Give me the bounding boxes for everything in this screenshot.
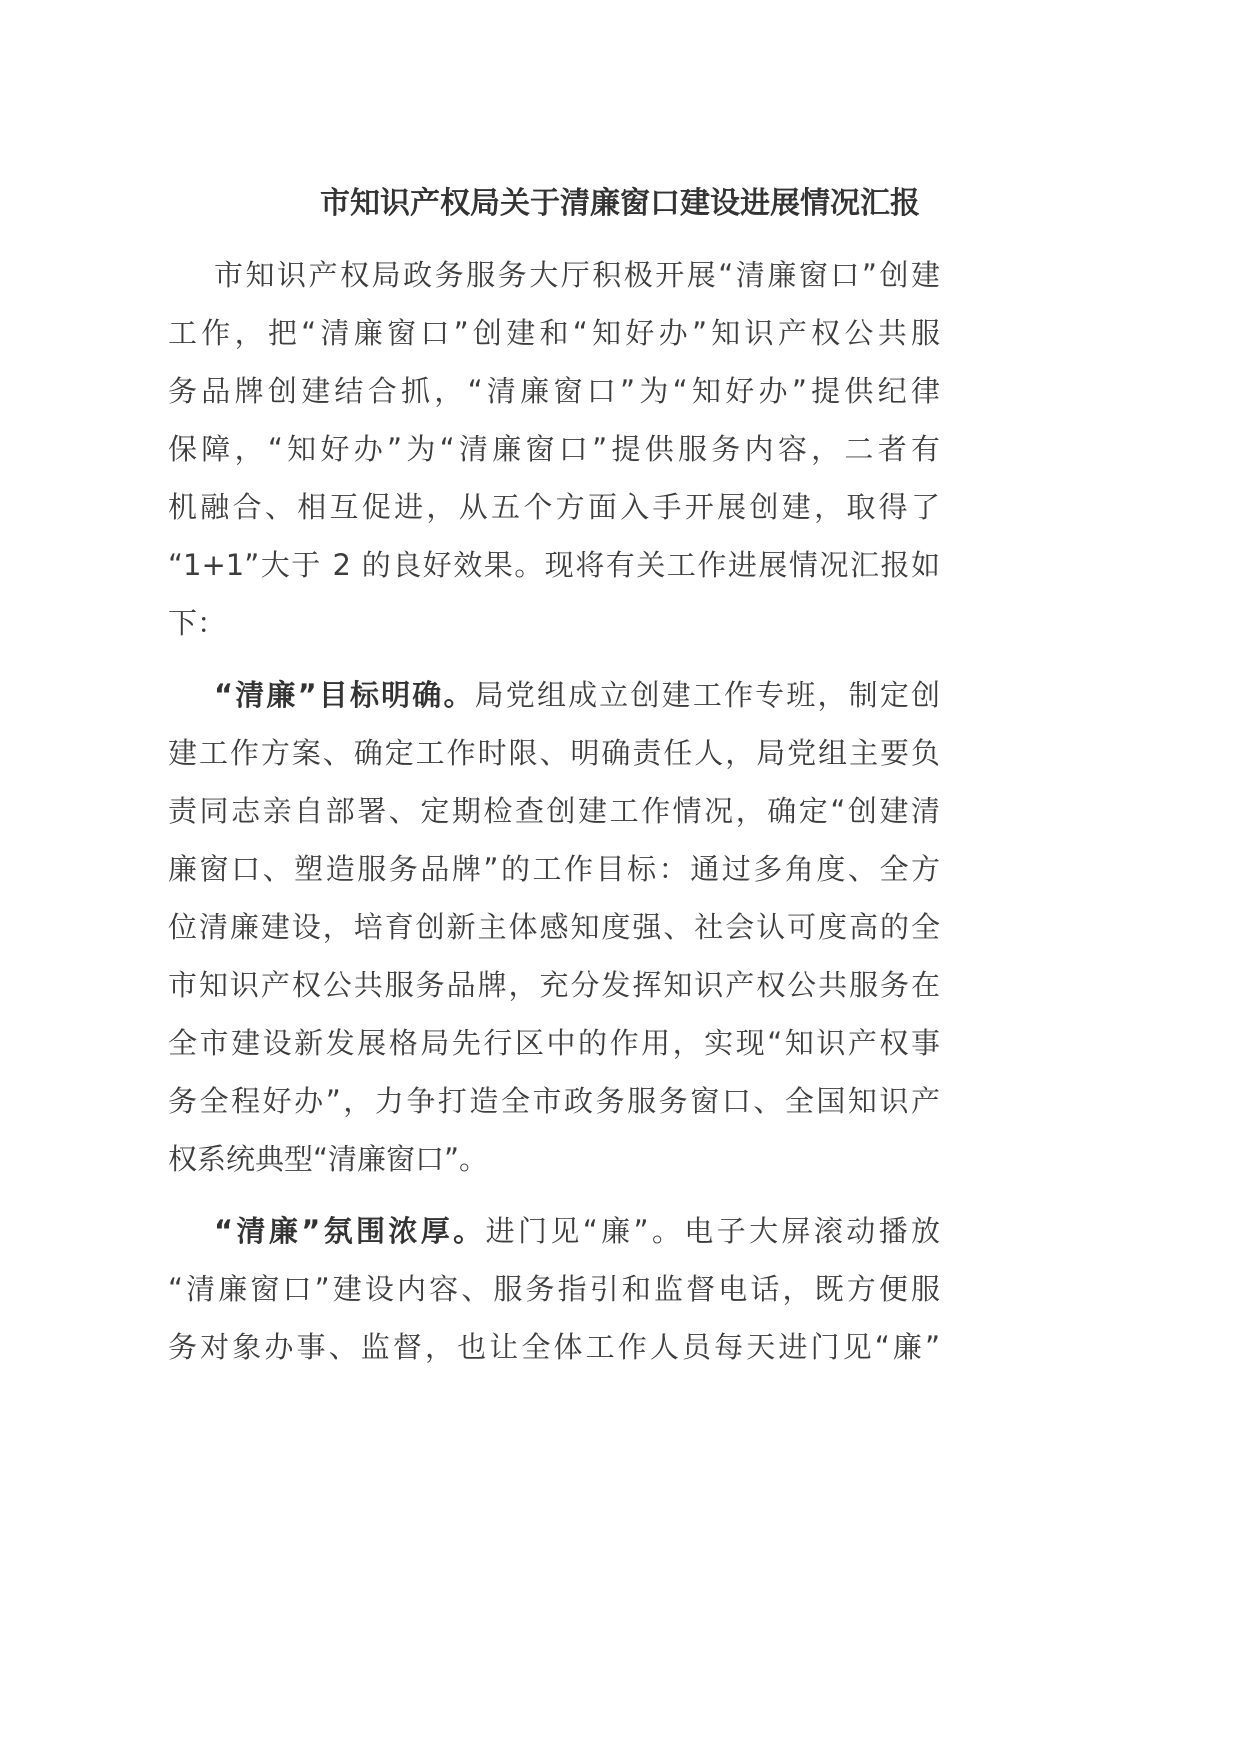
section-heading: “清廉”目标明确。 [214,678,475,712]
text-span: 进门见“廉”。电子大屏滚动播放 [485,1214,940,1248]
text-line: “清廉窗口”建设内容、服务指引和监督电话，既方便服 [168,1272,940,1306]
text-line [168,1202,940,1260]
document-title: 市知识产权局关于清廉窗口建设进展情况汇报 [320,186,920,221]
text-span: 局党组成立创建工作专班，制定创 [474,678,940,712]
text-line: 责同志亲自部署、定期检查创建工作情况，确定“创建清 [168,794,940,828]
paragraph-atmosphere [168,1202,940,1376]
text-line: “1+1”大于 2 的良好效果。现将有关工作进展情况汇报如 [168,548,940,582]
text-line: 权系统典型“清廉窗口”。 [168,1142,489,1176]
text-line: 廉窗口、塑造服务品牌”的工作目标：通过多角度、全方 [168,852,940,886]
document-body [168,246,940,1390]
section-heading: “清廉”氛围浓厚。 [214,1214,486,1248]
text-line: 务对象办事、监督，也让全体工作人员每天进门见“廉” [168,1330,940,1364]
text-line: 机融合、相互促进，从五个方面入手开展创建，取得了 [168,490,940,524]
text-line: 全市建设新发展格局先行区中的作用，实现“知识产权事 [168,1026,940,1060]
paragraph-intro [168,246,940,652]
text-line: 市知识产权公共服务品牌，充分发挥知识产权公共服务在 [168,968,940,1002]
text-line: 建工作方案、确定工作时限、明确责任人，局党组主要负 [168,736,940,770]
text-line: 保障，“知好办”为“清廉窗口”提供服务内容，二者有 [168,432,940,466]
text-line: 工作，把“清廉窗口”创建和“知好办”知识产权公共服 [168,316,940,350]
text-line: 位清廉建设，培育创新主体感知度强、社会认可度高的全 [168,910,940,944]
text-line: 务品牌创建结合抓，“清廉窗口”为“知好办”提供纪律 [168,374,940,408]
paragraph-goal [168,666,940,1188]
text-line [168,666,940,724]
text-line: 务全程好办”，力争打造全市政务服务窗口、全国知识产 [168,1084,940,1118]
text-line: 市知识产权局政务服务大厅积极开展“清廉窗口”创建 [214,258,940,292]
text-line: 下： [168,606,227,640]
